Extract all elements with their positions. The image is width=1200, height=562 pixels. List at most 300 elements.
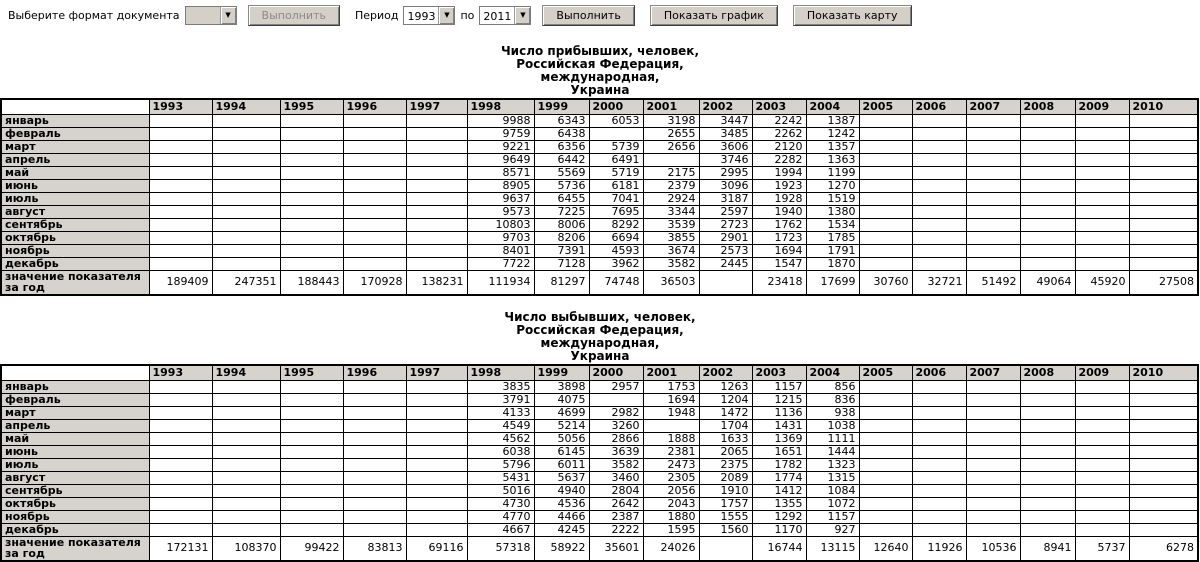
data-cell — [343, 510, 406, 523]
data-cell: 5719 — [589, 166, 643, 179]
data-cell: 3835 — [467, 380, 534, 393]
data-cell — [1129, 380, 1198, 393]
month-label: июль — [1, 458, 149, 471]
data-cell: 3855 — [643, 231, 699, 244]
year-header: 2008 — [1020, 99, 1075, 114]
data-cell — [912, 458, 966, 471]
data-cell: 1315 — [806, 471, 859, 484]
data-cell — [212, 484, 280, 497]
month-row — [1, 458, 1198, 471]
data-cell: 6694 — [589, 231, 643, 244]
data-cell: 2473 — [643, 458, 699, 471]
data-cell: 7041 — [589, 192, 643, 205]
data-cell: 1633 — [699, 432, 752, 445]
data-cell — [966, 114, 1020, 127]
departures-table — [0, 364, 1199, 562]
data-cell — [966, 166, 1020, 179]
dropdown-arrow-icon: ▼ — [514, 7, 530, 24]
data-cell: 2804 — [589, 484, 643, 497]
data-cell: 4770 — [467, 510, 534, 523]
year-header: 2004 — [806, 99, 859, 114]
data-cell — [859, 114, 912, 127]
month-row — [1, 257, 1198, 270]
data-cell — [149, 471, 212, 484]
data-cell — [859, 471, 912, 484]
year-header: 2002 — [699, 99, 752, 114]
data-cell: 1994 — [752, 166, 806, 179]
data-cell: 57318 — [467, 536, 534, 561]
data-cell — [859, 166, 912, 179]
data-cell: 3447 — [699, 114, 752, 127]
data-cell — [406, 523, 467, 536]
data-cell — [1020, 432, 1075, 445]
data-cell — [1020, 153, 1075, 166]
data-cell — [280, 458, 343, 471]
data-cell — [1075, 166, 1129, 179]
data-cell: 8401 — [467, 244, 534, 257]
month-row — [1, 510, 1198, 523]
data-cell: 30760 — [859, 270, 912, 295]
month-label: март — [1, 140, 149, 153]
data-cell — [406, 458, 467, 471]
data-cell: 9573 — [467, 205, 534, 218]
data-cell — [1129, 419, 1198, 432]
total-row — [1, 270, 1198, 295]
data-cell — [280, 231, 343, 244]
data-cell — [343, 205, 406, 218]
data-cell — [1075, 114, 1129, 127]
month-label: февраль — [1, 393, 149, 406]
data-cell: 1888 — [643, 432, 699, 445]
data-cell — [966, 445, 1020, 458]
data-cell — [212, 179, 280, 192]
data-cell — [912, 166, 966, 179]
data-cell — [280, 205, 343, 218]
data-cell: 1940 — [752, 205, 806, 218]
corner-cell — [1, 99, 149, 114]
data-cell: 8941 — [1020, 536, 1075, 561]
data-cell — [343, 153, 406, 166]
year-header: 2007 — [966, 99, 1020, 114]
month-row — [1, 231, 1198, 244]
data-cell — [859, 153, 912, 166]
data-cell — [912, 140, 966, 153]
data-cell — [1129, 244, 1198, 257]
data-cell — [912, 127, 966, 140]
data-cell: 9649 — [467, 153, 534, 166]
title-line: Украина — [570, 349, 630, 363]
month-row — [1, 393, 1198, 406]
month-row — [1, 205, 1198, 218]
month-label: август — [1, 471, 149, 484]
year-header: 2007 — [966, 365, 1020, 380]
data-cell — [212, 510, 280, 523]
data-cell — [699, 270, 752, 295]
data-cell: 2656 — [643, 140, 699, 153]
data-cell — [406, 205, 467, 218]
data-cell: 24026 — [643, 536, 699, 561]
data-cell: 2065 — [699, 445, 752, 458]
data-cell: 4699 — [534, 406, 589, 419]
data-cell — [406, 484, 467, 497]
data-cell — [212, 432, 280, 445]
data-cell — [280, 127, 343, 140]
data-cell: 1292 — [752, 510, 806, 523]
data-cell: 1270 — [806, 179, 859, 192]
data-cell — [859, 523, 912, 536]
data-cell: 3606 — [699, 140, 752, 153]
data-cell: 9988 — [467, 114, 534, 127]
data-cell — [343, 218, 406, 231]
data-cell: 6053 — [589, 114, 643, 127]
data-cell: 5016 — [467, 484, 534, 497]
data-cell — [1075, 497, 1129, 510]
data-cell — [212, 393, 280, 406]
data-cell — [912, 510, 966, 523]
data-cell: 9759 — [467, 127, 534, 140]
data-cell — [149, 393, 212, 406]
data-cell — [966, 406, 1020, 419]
data-cell — [212, 406, 280, 419]
data-cell: 16744 — [752, 536, 806, 561]
data-cell: 1412 — [752, 484, 806, 497]
data-cell: 1263 — [699, 380, 752, 393]
data-cell — [1020, 380, 1075, 393]
data-cell: 27508 — [1129, 270, 1198, 295]
data-cell: 7722 — [467, 257, 534, 270]
data-cell — [966, 153, 1020, 166]
data-cell — [1075, 218, 1129, 231]
data-cell — [966, 471, 1020, 484]
data-cell: 1928 — [752, 192, 806, 205]
title-line: Число прибывших, человек, — [500, 44, 700, 58]
data-cell — [212, 458, 280, 471]
data-cell: 170928 — [343, 270, 406, 295]
data-cell — [1075, 393, 1129, 406]
data-cell: 1534 — [806, 218, 859, 231]
data-cell: 1791 — [806, 244, 859, 257]
data-cell: 1355 — [752, 497, 806, 510]
year-header: 1997 — [406, 365, 467, 380]
data-cell — [149, 140, 212, 153]
data-cell — [859, 432, 912, 445]
data-cell — [966, 257, 1020, 270]
arrivals-title — [0, 45, 1200, 97]
data-cell: 8006 — [534, 218, 589, 231]
year-header: 2008 — [1020, 365, 1075, 380]
data-cell — [859, 127, 912, 140]
data-cell: 1595 — [643, 523, 699, 536]
data-cell — [343, 127, 406, 140]
data-cell — [280, 114, 343, 127]
data-cell — [280, 432, 343, 445]
data-cell: 2043 — [643, 497, 699, 510]
month-row — [1, 218, 1198, 231]
data-cell — [149, 419, 212, 432]
data-cell — [149, 497, 212, 510]
period-label: Период — [354, 9, 399, 22]
month-row — [1, 523, 1198, 536]
data-cell — [280, 140, 343, 153]
data-cell: 1560 — [699, 523, 752, 536]
data-cell — [343, 419, 406, 432]
data-cell: 2901 — [699, 231, 752, 244]
data-cell: 1072 — [806, 497, 859, 510]
period-to-select[interactable] — [479, 6, 531, 25]
data-cell: 1170 — [752, 523, 806, 536]
data-cell — [149, 380, 212, 393]
data-cell: 2445 — [699, 257, 752, 270]
toolbar — [0, 0, 1200, 30]
data-cell — [1129, 445, 1198, 458]
data-cell: 5569 — [534, 166, 589, 179]
data-cell: 17699 — [806, 270, 859, 295]
data-cell: 45920 — [1075, 270, 1129, 295]
data-cell — [1020, 114, 1075, 127]
data-cell — [212, 419, 280, 432]
data-cell: 2222 — [589, 523, 643, 536]
data-cell — [966, 244, 1020, 257]
data-cell — [1020, 179, 1075, 192]
data-cell — [149, 166, 212, 179]
data-cell — [1020, 497, 1075, 510]
data-cell: 2866 — [589, 432, 643, 445]
data-cell — [1075, 406, 1129, 419]
year-header: 2006 — [912, 365, 966, 380]
data-cell — [966, 140, 1020, 153]
data-cell: 7128 — [534, 257, 589, 270]
period-to-value: 2011 — [483, 10, 512, 23]
data-cell — [912, 231, 966, 244]
data-cell: 1694 — [752, 244, 806, 257]
year-header: 1998 — [467, 365, 534, 380]
month-label: апрель — [1, 419, 149, 432]
data-cell: 2723 — [699, 218, 752, 231]
data-cell — [149, 523, 212, 536]
year-header: 2000 — [589, 99, 643, 114]
data-cell: 1880 — [643, 510, 699, 523]
month-row — [1, 244, 1198, 257]
run-button[interactable]: Выполнить — [542, 5, 634, 26]
data-cell — [343, 244, 406, 257]
data-cell — [699, 536, 752, 561]
data-cell — [1129, 140, 1198, 153]
data-cell: 2381 — [643, 445, 699, 458]
data-cell — [280, 153, 343, 166]
data-cell: 35601 — [589, 536, 643, 561]
data-cell — [966, 205, 1020, 218]
data-cell: 83813 — [343, 536, 406, 561]
month-label: декабрь — [1, 523, 149, 536]
data-cell: 1762 — [752, 218, 806, 231]
data-cell: 7695 — [589, 205, 643, 218]
data-cell: 4536 — [534, 497, 589, 510]
data-cell — [280, 244, 343, 257]
data-cell — [859, 484, 912, 497]
year-header: 2003 — [752, 365, 806, 380]
period-from-select[interactable] — [403, 6, 455, 25]
show-chart-button[interactable]: Показать график — [650, 5, 778, 26]
data-cell — [343, 179, 406, 192]
data-cell — [1020, 458, 1075, 471]
data-cell: 6343 — [534, 114, 589, 127]
data-cell — [280, 380, 343, 393]
arrivals-section — [0, 45, 1200, 296]
year-header: 2005 — [859, 99, 912, 114]
data-cell — [859, 140, 912, 153]
data-cell — [212, 114, 280, 127]
data-cell — [966, 127, 1020, 140]
year-header-row — [1, 99, 1198, 114]
data-cell — [149, 153, 212, 166]
data-cell: 1242 — [806, 127, 859, 140]
data-cell: 1357 — [806, 140, 859, 153]
data-cell — [406, 218, 467, 231]
data-cell: 4075 — [534, 393, 589, 406]
data-cell — [280, 218, 343, 231]
year-header: 2009 — [1075, 365, 1129, 380]
month-label: ноябрь — [1, 244, 149, 257]
month-row — [1, 432, 1198, 445]
data-cell: 5736 — [534, 179, 589, 192]
data-cell: 1204 — [699, 393, 752, 406]
data-cell: 1782 — [752, 458, 806, 471]
data-cell: 6438 — [534, 127, 589, 140]
data-cell: 1757 — [699, 497, 752, 510]
data-cell — [1129, 231, 1198, 244]
data-cell — [912, 257, 966, 270]
data-cell — [1020, 244, 1075, 257]
total-row — [1, 536, 1198, 561]
data-cell — [912, 179, 966, 192]
data-cell: 2957 — [589, 380, 643, 393]
data-cell — [280, 166, 343, 179]
data-cell: 2379 — [643, 179, 699, 192]
data-cell: 6455 — [534, 192, 589, 205]
data-cell — [343, 231, 406, 244]
data-cell: 4562 — [467, 432, 534, 445]
data-cell — [1129, 471, 1198, 484]
data-cell — [1075, 471, 1129, 484]
data-cell: 1157 — [752, 380, 806, 393]
data-cell — [406, 406, 467, 419]
data-cell — [912, 244, 966, 257]
data-cell: 5637 — [534, 471, 589, 484]
data-cell: 5739 — [589, 140, 643, 153]
data-cell — [343, 497, 406, 510]
data-cell: 6356 — [534, 140, 589, 153]
data-cell — [966, 432, 1020, 445]
run-format-button[interactable]: Выполнить — [248, 5, 340, 26]
month-label: декабрь — [1, 257, 149, 270]
data-cell: 8571 — [467, 166, 534, 179]
data-cell: 10536 — [966, 536, 1020, 561]
year-header: 1994 — [212, 99, 280, 114]
data-cell: 3639 — [589, 445, 643, 458]
data-cell: 36503 — [643, 270, 699, 295]
data-cell — [212, 153, 280, 166]
data-cell — [966, 380, 1020, 393]
data-cell — [859, 244, 912, 257]
data-cell: 1519 — [806, 192, 859, 205]
data-cell — [343, 114, 406, 127]
data-cell: 1199 — [806, 166, 859, 179]
data-cell — [1129, 406, 1198, 419]
data-cell: 6038 — [467, 445, 534, 458]
data-cell — [406, 393, 467, 406]
data-cell — [859, 218, 912, 231]
data-cell — [966, 484, 1020, 497]
data-cell: 9703 — [467, 231, 534, 244]
format-select[interactable] — [185, 6, 237, 25]
data-cell: 4730 — [467, 497, 534, 510]
data-cell — [1075, 205, 1129, 218]
data-cell — [1129, 114, 1198, 127]
data-cell: 1870 — [806, 257, 859, 270]
data-cell — [966, 179, 1020, 192]
show-map-button[interactable]: Показать карту — [793, 5, 912, 26]
data-cell — [343, 140, 406, 153]
data-cell — [1129, 153, 1198, 166]
data-cell — [859, 393, 912, 406]
data-cell — [149, 218, 212, 231]
data-cell — [1129, 458, 1198, 471]
data-cell: 2642 — [589, 497, 643, 510]
data-cell — [966, 510, 1020, 523]
data-cell — [406, 445, 467, 458]
data-cell: 188443 — [280, 270, 343, 295]
data-cell — [406, 471, 467, 484]
arrivals-table-container — [0, 98, 1200, 296]
year-header: 1999 — [534, 365, 589, 380]
format-select-value — [186, 7, 220, 24]
data-cell — [406, 510, 467, 523]
title-line: Украина — [570, 83, 630, 97]
data-cell — [406, 166, 467, 179]
data-cell: 5796 — [467, 458, 534, 471]
data-cell: 5737 — [1075, 536, 1129, 561]
month-label: февраль — [1, 127, 149, 140]
month-row — [1, 179, 1198, 192]
data-cell: 2282 — [752, 153, 806, 166]
data-cell: 1555 — [699, 510, 752, 523]
data-cell — [966, 192, 1020, 205]
data-cell — [912, 114, 966, 127]
data-cell — [1020, 205, 1075, 218]
data-cell: 2995 — [699, 166, 752, 179]
corner-cell — [1, 365, 149, 380]
data-cell — [343, 192, 406, 205]
month-row — [1, 140, 1198, 153]
data-cell — [643, 419, 699, 432]
arrivals-table — [0, 98, 1199, 296]
year-header: 1994 — [212, 365, 280, 380]
data-cell: 8905 — [467, 179, 534, 192]
data-cell — [912, 484, 966, 497]
data-cell — [212, 471, 280, 484]
data-cell — [966, 458, 1020, 471]
data-cell — [966, 231, 1020, 244]
data-cell: 1785 — [806, 231, 859, 244]
data-cell: 108370 — [212, 536, 280, 561]
data-cell — [343, 445, 406, 458]
data-cell — [1129, 484, 1198, 497]
data-cell: 1369 — [752, 432, 806, 445]
data-cell — [212, 244, 280, 257]
data-cell: 1363 — [806, 153, 859, 166]
data-cell: 13115 — [806, 536, 859, 561]
data-cell — [149, 244, 212, 257]
